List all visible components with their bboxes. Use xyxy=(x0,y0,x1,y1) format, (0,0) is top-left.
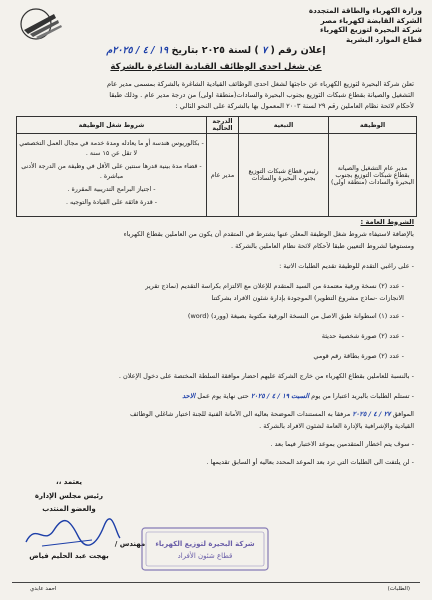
jobs-table xyxy=(16,116,417,217)
general-line-11 xyxy=(18,410,414,418)
general-conditions-heading: الشروط العامة : xyxy=(360,218,414,226)
header-line-ministry: وزارة الكهرباء والطاقة المتجددة xyxy=(308,6,422,15)
general-line-5: الانجازات -نماذج مشروع التطوير) الموجودة بإدارة شئون الافراد بشركتنا xyxy=(211,294,404,302)
announcement-subtitle: عن شغل احدى الوظائف القيادية الشاغرة بالشركة xyxy=(110,62,322,72)
announcement-date: ١٩ / ٤ / ٢٠٢٥م xyxy=(106,45,169,56)
footer-divider xyxy=(12,582,420,583)
general-line-9: - بالنسبة للعاملين بقطاع الكهرباء من خارج الشركة عليهم احضار موافقة السلطة المختصة على دخول الإعلان . xyxy=(118,372,414,380)
handwritten-signature-icon xyxy=(22,516,122,550)
general-line-12: القيادية والإشرافية بالإدارة العامة لشئون الافراد بالشركة . xyxy=(259,422,414,430)
intro-line-1: تعلن شركة البحيرة لتوزيع الكهرباء عن حاجتها لشغل احدى الوظائف القيادية الشاغرة بالشركة بمسمى مدير عام xyxy=(106,80,414,88)
submission-attachments-text: مرفقا به المستندات الموضحة بعاليه الى الأمانة الفنية للجنة اختيار شاغلي الوظائف xyxy=(129,410,351,418)
general-line-8: - عدد (٢) صورة بطاقة رقم قومي xyxy=(313,352,404,360)
stamp-line-1: شركة البحيرة لتوزيع الكهرباء xyxy=(155,540,255,548)
general-line-2: ومستوفيا لشروط التعيين طبقا لأحكام لائحة نظام العاملين بالشركة . xyxy=(231,242,414,250)
cell-requirements xyxy=(17,134,207,217)
cell-job: مدير عام التشغيل والصيانة بقطاع شبكات التوزيع بجنوب البحيرة والسادات (منطقة اولى) xyxy=(329,134,417,217)
header-job: الوظيفة xyxy=(329,117,417,134)
signature-name: بهجت عبد الحليم فياض xyxy=(29,552,109,560)
intro-line-3: لأحكام لائحة نظام العاملين رقم ٢٩ لسنة ٢٠٠٣ المعمول بها بالشركة على النحو التالي : xyxy=(175,102,414,110)
header-grade: الدرجة الحالية xyxy=(207,117,239,134)
requirement-2: - قضاء مدة بينية قدرها سنتين على الأقل في وظيفة من الدرجة الأدنى مباشرة . xyxy=(21,163,202,180)
signature-title-1: رئيس مجلس الإدارة xyxy=(34,492,104,500)
general-line-4: - عدد (٢) نسخة ورقية معتمدة من السيد المتقدم للإعلان مع الالتزام بكراسة التقديم (نماذج تقرير xyxy=(145,282,404,290)
table-row xyxy=(17,134,417,217)
cell-dependency: رئيس قطاع شبكات التوزيع بجنوب البحيرة والسادات xyxy=(239,134,329,217)
signature-adopted: يعتمد ،، xyxy=(56,478,82,486)
footer-right-text: (الطلبات) xyxy=(387,586,410,592)
requirement-3: - اجتياز البرامج التدريبية المقررة . xyxy=(67,186,156,193)
submission-end-text: حتى نهاية يوم عمل xyxy=(197,392,249,400)
general-line-1: بالإضافة لاستيفاء شروط شغل الوظيفة المعلن عنها يشترط في المتقدم أن يكون من العاملين بقطاع الكهرباء xyxy=(123,230,414,238)
stamp-line-2: قطاع شئون الأفراد xyxy=(177,552,233,560)
table-header-row xyxy=(17,117,417,134)
general-line-6: - عدد (١) اسطوانة طبق الاصل من النسخة الورقية مكتوبة بصيغة (وورد) (word) xyxy=(187,312,404,320)
signature-eng-label: مهندس / xyxy=(114,540,146,548)
submission-end-label: الموافق xyxy=(392,410,414,418)
general-line-3: - على راغبي التقدم للوظيفة تقديم الطلبات الاتية : xyxy=(279,262,414,270)
header-dependency: التبعية xyxy=(239,117,329,134)
announcement-number: ٧ xyxy=(262,45,268,56)
header-line-holding: الشركة القابضة لكهرباء مصر xyxy=(320,15,422,25)
intro-line-2: التشغيل والصيانة بقطاع شبكات التوزيع بجنوب البحيرة والسادات(منطقة اولى) من درجة مدير عام . وذلك طبقا xyxy=(109,91,414,99)
submission-end-day: الاحد xyxy=(182,392,196,400)
header-line-sector: قطاع الموارد البشرية xyxy=(345,34,422,44)
announcement-middle: ) لسنة ٢٠٢٥ بتاريخ xyxy=(171,45,259,56)
submission-start-text: - تستلم الطلبات بالبريد اعتبارا من يوم xyxy=(311,392,414,400)
company-logo-icon xyxy=(14,6,70,42)
submission-end-date: ٢٧ / ٤ / ٢٠٢٥ xyxy=(352,410,391,418)
general-line-10 xyxy=(18,392,414,400)
submission-start-day: السبت xyxy=(291,392,310,400)
footer-left-text: احمد عابدي xyxy=(30,586,57,592)
general-line-14: - لن يلتفت الى الطلبات التي ترد بعد الموعد المحدد بعاليه أو السابق تقديمها . xyxy=(206,458,414,466)
requirement-1: - بكالوريوس هندسة أو ما يعادله ومدة خدمة في مجال العمل التخصصي لا تقل عن ١٥ سنة . xyxy=(19,140,204,157)
ministry-header xyxy=(142,6,422,44)
submission-start-date: ١٩ / ٤ / ٢٠٢٥ xyxy=(250,392,290,400)
cell-grade: مدير عام xyxy=(207,134,239,217)
general-line-7: - عدد (٢) صورة شخصية حديثة xyxy=(321,332,404,340)
general-line-13: - سوف يتم اخطار المتقدمين بموعد الاختبار فيما بعد . xyxy=(270,440,414,448)
announcement-prefix: إعلان رقم ( xyxy=(270,45,326,56)
requirement-4: - قدرة فائقة على القيادة والتوجيه . xyxy=(65,199,158,206)
header-line-company: شركة البحيرة لتوزيع الكهرباء xyxy=(319,25,422,35)
header-requirements: شروط شغل الوظيفة xyxy=(17,117,207,134)
company-stamp-icon xyxy=(140,526,270,572)
signature-title-2: والعضو المنتدب xyxy=(42,505,96,513)
announcement-title xyxy=(0,45,432,56)
